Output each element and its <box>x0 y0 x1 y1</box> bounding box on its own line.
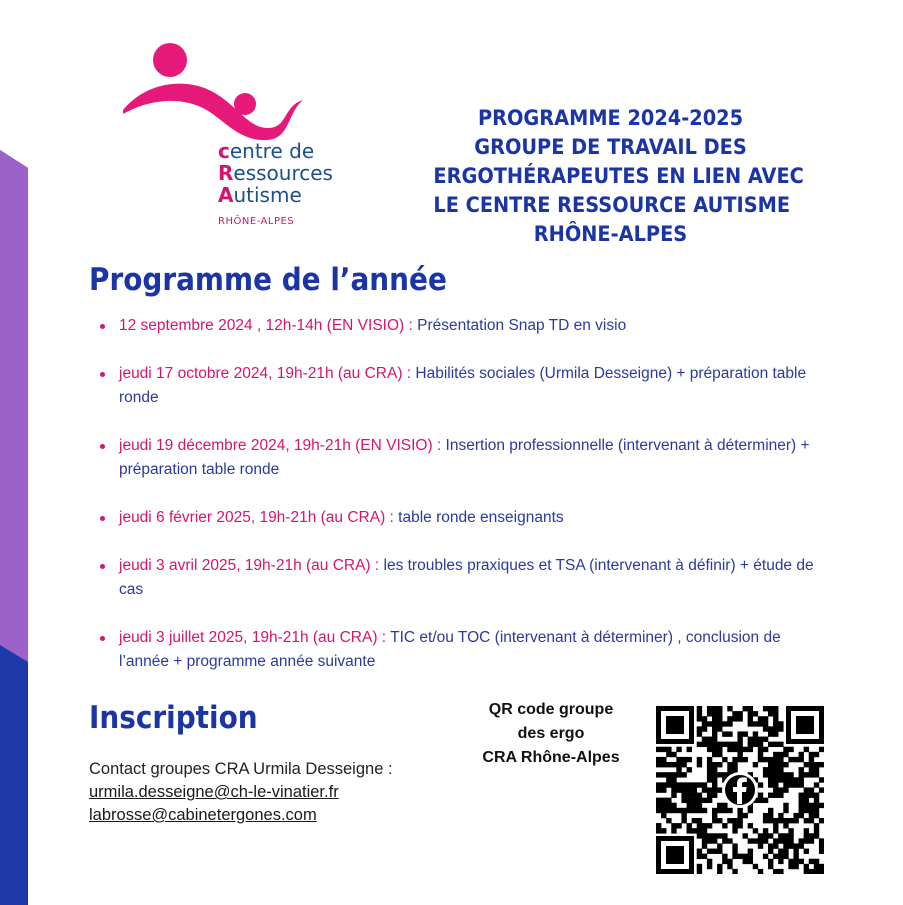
qr-code[interactable] <box>656 706 824 874</box>
page-title <box>433 104 804 249</box>
title-line: PROGRAMME 2024-2025 <box>477 106 744 130</box>
event-desc: Habilités sociales (Urmila Desseigne) + préparation table ronde <box>119 365 807 406</box>
event-desc: Présentation Snap TD en visio <box>412 317 627 334</box>
qr-caption-line: des ergo <box>517 725 585 742</box>
title-line: GROUPE DE TRAVAIL DES <box>474 135 747 159</box>
event-desc: TIC et/ou TOC (intervenant à déterminer) , conclusion de l’année + programme année suivante <box>119 629 781 670</box>
event-date: jeudi 19 décembre 2024, 19h-21h (EN VISIO) : <box>119 437 442 454</box>
event-item <box>100 362 820 410</box>
qr-caption <box>466 698 636 770</box>
logo-region: RHÔNE-ALPES <box>218 216 295 227</box>
qr-caption-line: CRA Rhône-Alpes <box>482 749 620 766</box>
facebook-icon <box>722 772 758 808</box>
title-line: ERGOTHÉRAPEUTES EN LIEN AVEC <box>433 164 804 188</box>
contact-label: Contact groupes CRA Urmila Desseigne : <box>89 760 393 778</box>
inscription-heading: Inscription <box>89 700 258 736</box>
event-date: jeudi 3 juillet 2025, 19h-21h (au CRA) : <box>119 629 387 646</box>
event-desc: les troubles praxiques et TSA (intervenant à définir) + étude de cas <box>119 557 814 598</box>
events-list <box>100 314 820 698</box>
event-item <box>100 434 820 482</box>
email-link-urmila[interactable]: urmila.desseigne@ch-le-vinatier.fr <box>89 783 339 801</box>
event-date: 12 septembre 2024 , 12h-14h (EN VISIO) : <box>119 317 413 334</box>
logo-wordmark: centre de Ressources Autisme <box>218 139 333 207</box>
event-desc: table ronde enseignants <box>393 509 564 526</box>
event-date: jeudi 17 octobre 2024, 19h-21h (au CRA) : <box>119 365 412 382</box>
event-date: jeudi 6 février 2025, 19h-21h (au CRA) : <box>119 509 394 526</box>
event-item <box>100 626 820 674</box>
title-line: LE CENTRE RESSOURCE AUTISME <box>433 193 791 217</box>
event-date: jeudi 3 avril 2025, 19h-21h (au CRA) : <box>119 557 380 574</box>
event-item <box>100 554 820 602</box>
contact-block <box>89 758 393 827</box>
programme-heading: Programme de l’année <box>89 262 447 298</box>
event-item <box>100 506 820 530</box>
email-link-labrosse[interactable]: labrosse@cabinetergones.com <box>89 806 317 824</box>
title-line: RHÔNE-ALPES <box>533 222 688 246</box>
qr-caption-line: QR code groupe <box>488 701 614 718</box>
event-item <box>100 314 820 338</box>
side-decorative-band <box>0 150 28 905</box>
event-desc: Insertion professionnelle (intervenant à déterminer) + préparation table ronde <box>119 437 810 478</box>
